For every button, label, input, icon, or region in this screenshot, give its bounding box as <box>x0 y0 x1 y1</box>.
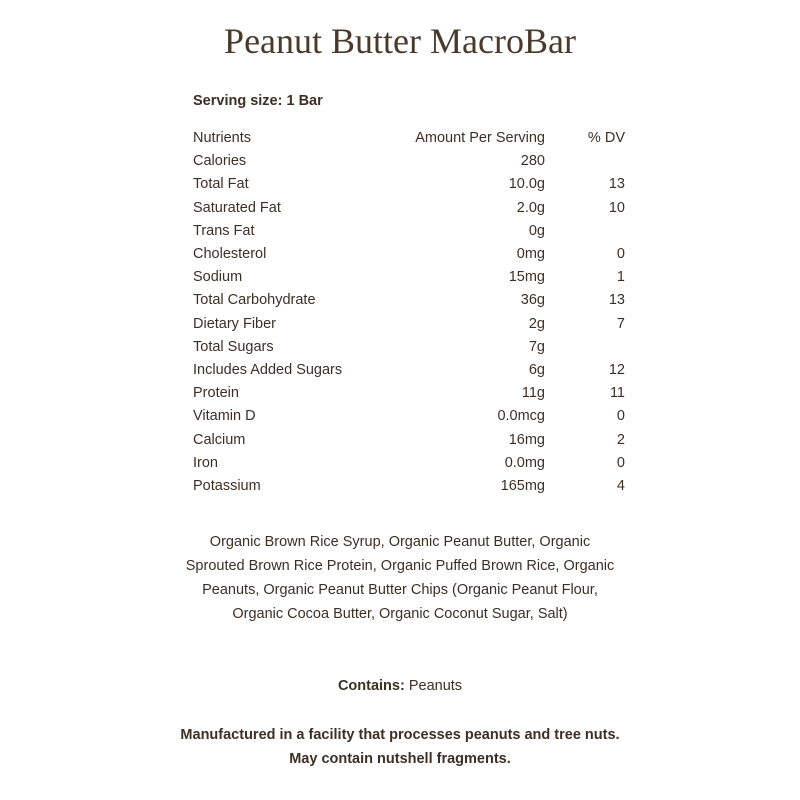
nutrient-amount: 2g <box>528 315 545 332</box>
nutrient-name: Protein <box>193 385 239 402</box>
nutrient-dv <box>545 150 625 173</box>
nutrient-name: Total Sugars <box>193 338 274 355</box>
nutrient-dv <box>545 220 625 243</box>
nutrient-name: Dietary Fiber <box>193 315 276 332</box>
table-row <box>193 197 625 220</box>
nutrient-amount: 280 <box>520 153 545 170</box>
nutrient-name: Potassium <box>193 478 261 495</box>
nutrient-name: Saturated Fat <box>193 199 281 216</box>
nutrient-amount: 15mg <box>508 269 545 286</box>
nutrient-name: Vitamin D <box>193 408 256 425</box>
product-title: Peanut Butter MacroBar <box>224 21 576 61</box>
table-row <box>193 243 625 266</box>
nutrient-name: Total Fat <box>193 176 249 193</box>
table-row <box>193 173 625 196</box>
nutrient-amount: 6g <box>528 362 545 379</box>
nutrient-amount: 0.0mcg <box>497 408 545 425</box>
nutrient-dv: 2 <box>616 431 625 448</box>
ingredients-list: Organic Brown Rice Syrup, Organic Peanut Butter, Organic Sprouted Brown Rice Protein, Organic Puffed Brown Rice, Organic Peanuts, Organic Peanut Butter Chips (Organic Peanut Flour, Organic Cocoa Butter, Organic Coconut Sugar, Salt) <box>185 534 615 622</box>
nutrient-dv: 1 <box>616 269 625 286</box>
facility-warning: Manufactured in a facility that processes peanuts and tree nuts. May contain nutshell fragments. <box>180 727 620 767</box>
nutrient-name: Includes Added Sugars <box>193 362 343 379</box>
table-row <box>193 266 625 289</box>
nutrient-name: Cholesterol <box>193 246 267 263</box>
nutrient-amount: 10.0g <box>508 176 545 193</box>
table-row <box>193 336 625 359</box>
nutrient-amount: 2.0g <box>516 199 545 216</box>
table-row <box>193 475 625 498</box>
nutrient-dv: 13 <box>608 292 625 309</box>
nutrient-dv: 12 <box>608 362 625 379</box>
nutrition-table-header <box>193 127 625 150</box>
nutrient-dv <box>545 336 625 359</box>
nutrient-dv: 11 <box>609 385 625 402</box>
nutrient-name: Iron <box>193 454 218 471</box>
nutrient-amount: 16mg <box>508 431 545 448</box>
nutrient-dv: 13 <box>608 176 625 193</box>
allergen-contains <box>0 676 800 696</box>
header-nutrients: Nutrients <box>193 130 252 146</box>
nutrient-name: Calcium <box>193 431 246 448</box>
nutrient-amount: 0.0mg <box>504 454 545 471</box>
nutrient-amount: 165mg <box>500 478 545 495</box>
nutrient-amount: 11g <box>521 385 545 402</box>
contains-value: Peanuts <box>408 678 463 694</box>
serving-size-value: 1 Bar <box>286 93 323 109</box>
nutrient-name: Trans Fat <box>193 222 255 239</box>
nutrient-dv: 4 <box>616 478 625 495</box>
table-row <box>193 429 625 452</box>
nutrient-name: Sodium <box>193 269 243 286</box>
table-row <box>193 382 625 405</box>
nutrition-table <box>193 127 625 498</box>
header-amount: Amount Per Serving <box>415 130 545 146</box>
nutrient-name: Calories <box>193 153 247 170</box>
table-row <box>193 289 625 312</box>
nutrition-table-body <box>193 150 625 498</box>
serving-size <box>193 91 323 111</box>
nutrient-amount: 0mg <box>516 246 545 263</box>
nutrient-amount: 36g <box>520 292 545 309</box>
contains-label: Contains: <box>337 678 405 694</box>
nutrient-dv: 7 <box>616 315 625 332</box>
table-row <box>193 452 625 475</box>
table-row <box>193 150 625 173</box>
nutrient-name: Total Carbohydrate <box>193 292 316 309</box>
table-row <box>193 220 625 243</box>
nutrient-amount: 0g <box>528 222 545 239</box>
table-row <box>193 405 625 428</box>
nutrient-amount: 7g <box>528 338 545 355</box>
table-row <box>193 313 625 336</box>
nutrient-dv: 0 <box>616 408 625 425</box>
table-row <box>193 359 625 382</box>
nutrient-dv: 0 <box>616 454 625 471</box>
header-dv: % DV <box>587 130 625 146</box>
serving-size-label: Serving size: <box>193 93 283 109</box>
nutrient-dv: 0 <box>616 246 625 263</box>
nutrient-dv: 10 <box>608 199 625 216</box>
